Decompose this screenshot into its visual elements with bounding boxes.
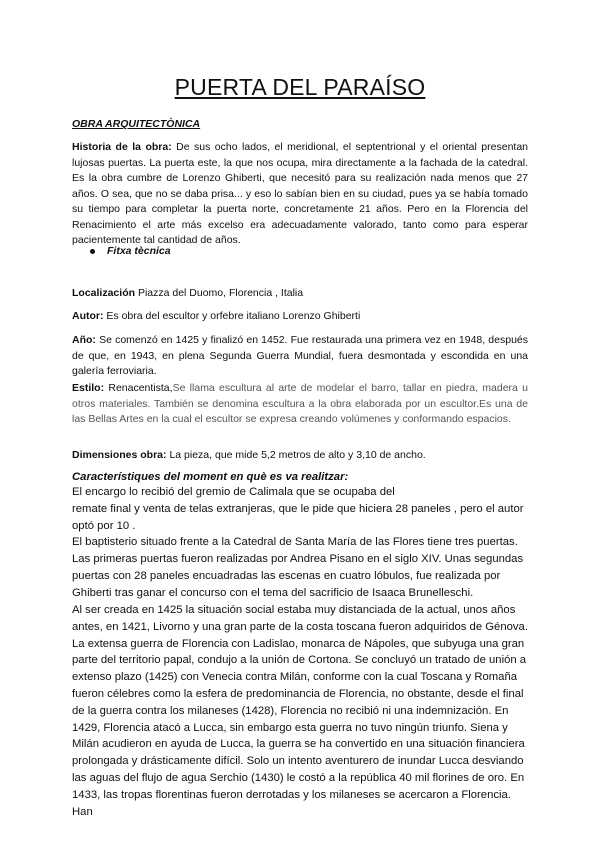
text-line: Al ser creada en 1425 la situación social estaba muy distanciada de la actual, unos años [72, 604, 516, 616]
paragraph-contexto [72, 602, 528, 820]
text-line: de la guerra contra los milaneses (1428), Florencia no recibió ni una indemnización. En [72, 704, 509, 717]
localizacion-line [72, 286, 528, 302]
text-line: prolongada y drásticamente difícil. Solo un intento aventurero de inundar Lucca desviando [72, 755, 524, 768]
page-title: PUERTA DEL PARAÍSO [174, 74, 426, 100]
estilo-value: Renacentista [108, 382, 170, 394]
localizacion-text: Piazza del Duomo, Florencia , Italia [137, 287, 304, 299]
dimensiones-label: Dimensiones obra: [72, 449, 167, 461]
text-line: Ghiberti tras ganar el concurso con el tema del sacrificio de Isaaca Brunelleschi. [72, 586, 474, 599]
text-line: La extensa guerra de Florencia con Ladislao, monarca de Nápoles, que subyuga una gran [72, 637, 525, 650]
estilo-text: Se llama escultura al arte de modelar el barro, tallar en piedra, madera u otros materiales. También se denomina escultura a la obra elaborada por un escultor.Es una de las Bellas Artes en la cual el escultor se expresa creando volúmenes y conformando espacios. [72, 382, 528, 425]
historia-label: Historia de la obra: [72, 141, 172, 153]
ano-text: Se comenzó en 1425 y finalizó en 1452. Fue restaurada una primera vez en 1948, después de que, en 1943, en plena Segunda Guerra Mundial, fuera desmontada y escondida en una galería ferroviaria. [72, 334, 529, 377]
text-line: El encargo lo recibió del gremio de Calimala que se ocupaba del [72, 486, 395, 498]
text-line: extenso plazo (1425) con Venecia contra Milán, conforme con la cual Toscana y Romaña [72, 671, 518, 684]
text-line: 1429, Florencia atacó a Lucca, sin embargo esta guerra no tuvo ningún triunfo. Siena y [72, 721, 508, 734]
autor-line [72, 309, 528, 325]
text-line: 1433, las tropas florentinas fueron derrotadas y los milaneses se acercaron a Florencia. Han [72, 788, 511, 818]
text-line: Milán acudieron en ayuda de Lucca, la guerra se ha convertido en una situación financiera [72, 738, 525, 751]
localizacion-label: Localización [72, 287, 136, 299]
text-line: optó por 10 . [72, 519, 136, 532]
caracteristiques-heading: Característiques del moment en què es va realitzar: [72, 471, 349, 483]
text-line: remate final y venta de telas extranjeras, que le pide que hiciera 28 paneles , pero el autor [72, 502, 524, 515]
ano-paragraph [72, 333, 528, 380]
dimensiones-line [72, 448, 528, 464]
text-line: parte del territorio papal, condujo a la unión de Cortona. Se concluyó un tratado de unión a [72, 654, 527, 667]
bullet-item [90, 245, 171, 257]
text-line: Las primeras puertas fueron realizadas por Andrea Pisano en el siglo XIV. Unas segundas [72, 553, 524, 566]
text-line: las aguas del flujo de agua Serchio (1430) le costó a la república 40 mil florines de oro. En [72, 771, 525, 784]
ano-label: Año: [72, 334, 96, 346]
estilo-paragraph: Estilo: Renacentista,Se llama escultura al arte de modelar el barro, tallar en piedra, madera u otros materiales. También se denomina escultura a la obra elaborada por un escultor.Es una de las Bellas Artes en la cual el escultor se expresa creando volúmenes y conformando espacios. [72, 382, 528, 425]
section-heading: OBRA ARQUITECTÒNICA [72, 118, 201, 130]
bullet-icon [90, 249, 95, 254]
text-line: puertas con 28 paneles encuadradas las escenas en cuatro lóbulos, fue realizada por [72, 569, 501, 582]
bullet-text: Fitxa tècnica [107, 245, 171, 257]
estilo-label: Estilo: [72, 382, 105, 394]
historia-text: De sus ocho lados, el meridional, el septentrional y el oriental presentan lujosas puertas. La puerta este, la que nos ocupa, mira directamente a la fachada de la catedral. Es la obra cumbre de Lorenzo Ghiberti, que necesitó para su realización nada menos que 27 años. O sea, que no se daba prisa... y eso lo sabían bien en su ciudad, pues ya se había tomado su tiempo para completar la puerta norte, concretamente 21 años. Pero en la Florencia del Renacimiento el arte más excelso era adecuadamente valorado, tanto como para esperar pacientemente tal cantidad de años. [72, 141, 529, 246]
paragraph-encargo [72, 484, 528, 602]
text-line: antes, en 1421, Livorno y una gran parte de la costa toscana fueron adquiridos de Génova. [72, 620, 528, 633]
text-line: El baptisterio situado frente a la Catedral de Santa María de las Flores tiene tres puertas. [72, 536, 518, 549]
dimensiones-text: La pieza, que mide 5,2 metros de alto y 3,10 de ancho. [169, 449, 426, 461]
autor-label: Autor: [72, 310, 104, 322]
historia-paragraph [72, 140, 528, 249]
text-line: fueron célebres como la esfera de predominancia de Florencia, no obstante, desde el final [72, 687, 524, 700]
autor-text: Es obra del escultor y orfebre italiano Lorenzo Ghiberti [106, 310, 361, 322]
